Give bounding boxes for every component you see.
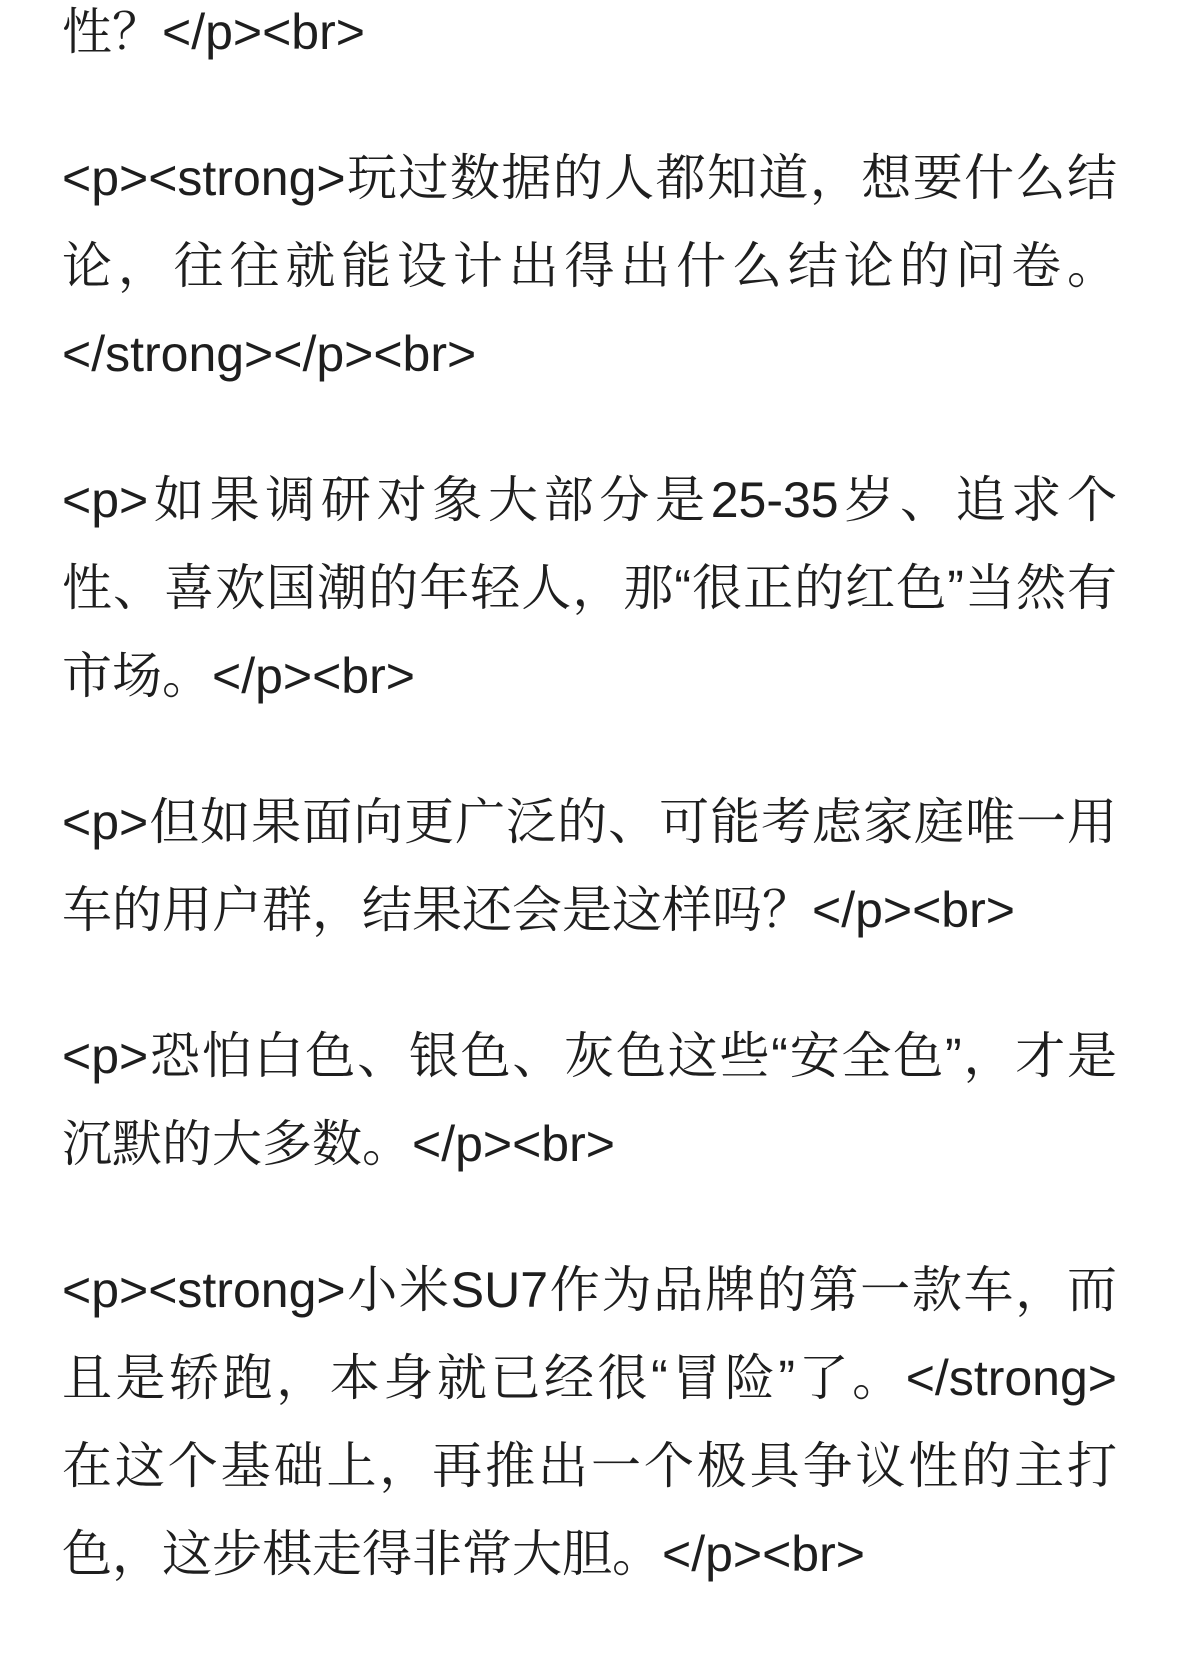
text-line: 在这个基础上，再推出一个极具争议性的主打 xyxy=(62,1438,1117,1494)
text-line: 沉默的大多数。</p><br> xyxy=(62,1116,615,1172)
text-line: <p>但如果面向更广泛的、可能考虑家庭唯一用 xyxy=(62,794,1117,850)
text-line: <p>恐怕白色、银色、灰色这些“安全色”，才是 xyxy=(62,1028,1117,1084)
text-line: <p>如果调研对象大部分是25-35岁、追求个 xyxy=(62,472,1117,528)
text-line: </strong></p><br> xyxy=(62,326,477,382)
text-line: 且是轿跑，本身就已经很“冒险”了。</strong> xyxy=(62,1350,1117,1406)
text-line: 性？</p><br> xyxy=(62,4,365,60)
paragraph xyxy=(62,456,1117,720)
text-line: 论，往往就能设计出得出什么结论的问卷。 xyxy=(62,238,1117,294)
paragraph xyxy=(62,1012,1117,1188)
paragraph xyxy=(62,134,1117,398)
text-line: <p><strong>玩过数据的人都知道，想要什么结 xyxy=(62,150,1117,206)
post-body xyxy=(62,0,1117,1656)
text-line: <p><strong>小米SU7作为品牌的第一款车，而 xyxy=(62,1262,1117,1318)
paragraph xyxy=(62,0,1117,76)
text-line: 色，这步棋走得非常大胆。</p><br> xyxy=(62,1526,865,1582)
paragraph xyxy=(62,1246,1117,1598)
text-line: 市场。</p><br> xyxy=(62,648,415,704)
text-line: 性、喜欢国潮的年轻人，那“很正的红色”当然有 xyxy=(62,560,1117,616)
text-line: 车的用户群，结果还会是这样吗？</p><br> xyxy=(62,882,1015,938)
paragraph xyxy=(62,778,1117,954)
